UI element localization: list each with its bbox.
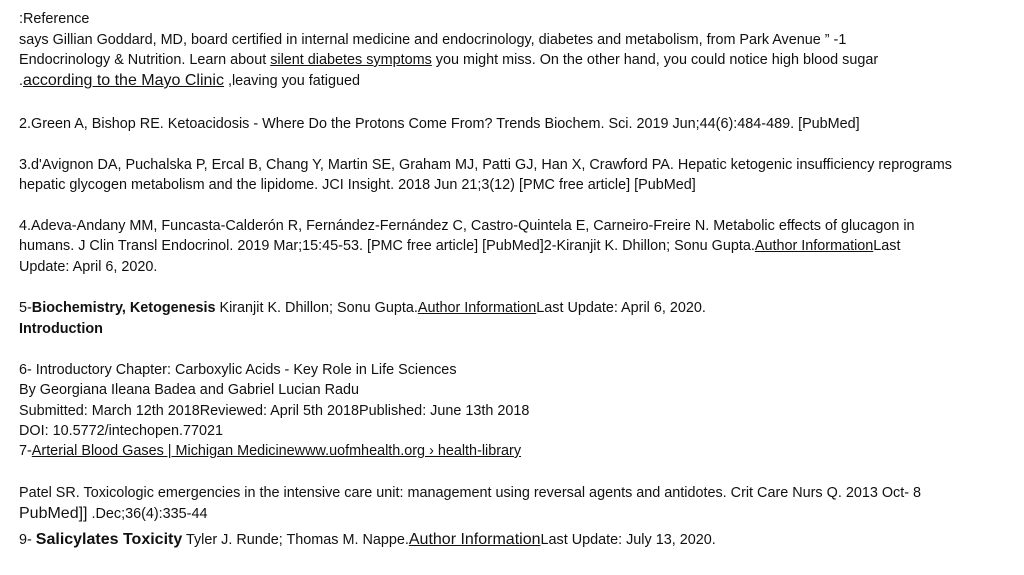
reference-1-line-1: says Gillian Goddard, MD, board certified in internal medicine and endocrinology, diabetes and metabolism, from Park Avenue ” -1 bbox=[19, 32, 847, 48]
reference-8-line-1: Patel SR. Toxicologic emergencies in the intensive care unit: management using reversal agents and antidotes. Crit Care Nurs Q. 2013 Oct- 8 bbox=[19, 485, 922, 501]
pubmed-bracket-text: PubMed]] bbox=[19, 505, 88, 522]
introduction-heading: Introduction bbox=[19, 321, 103, 337]
author-information-link[interactable]: Author Information bbox=[417, 300, 537, 316]
ref9-title: Salicylates Toxicity bbox=[35, 531, 183, 548]
ref8-text: .Dec;36(4):335-44 bbox=[87, 506, 208, 522]
ref5-update: Last Update: April 6, 2020. bbox=[536, 300, 706, 316]
reference-6-line-4: DOI: 10.5772/intechopen.77021 bbox=[19, 423, 224, 439]
silent-diabetes-symptoms-link[interactable]: silent diabetes symptoms bbox=[270, 52, 432, 68]
arterial-blood-gases-link[interactable]: Arterial Blood Gases | Michigan Medicinewww.uofmhealth.org › health-library bbox=[31, 443, 522, 459]
reference-6-line-2: By Georgiana Ileana Badea and Gabriel Lucian Radu bbox=[19, 382, 360, 398]
reference-7 bbox=[19, 441, 1004, 461]
ref5-title: Biochemistry, Ketogenesis bbox=[31, 300, 216, 316]
reference-1-line-3 bbox=[19, 71, 1004, 91]
ref7-number: 7- bbox=[19, 443, 32, 459]
ref4-text: Last bbox=[873, 238, 901, 254]
reference-5 bbox=[19, 298, 1004, 318]
reference-4-line-1: 4.Adeva-Andany MM, Funcasta-Calderón R, Fernández-Fernández C, Castro-Quintela E, Carneiro-Freire N. Metabolic effects of glucagon in bbox=[19, 218, 915, 234]
ref5-number: 5- bbox=[19, 300, 32, 316]
ref1-text: . bbox=[19, 73, 23, 89]
ref9-update: Last Update: July 13, 2020. bbox=[540, 532, 716, 548]
reference-6-line-3: Submitted: March 12th 2018Reviewed: April 5th 2018Published: June 13th 2018 bbox=[19, 403, 530, 419]
reference-8-line-2 bbox=[19, 504, 1004, 524]
ref1-text: ,leaving you fatigued bbox=[223, 73, 360, 89]
mayo-clinic-link[interactable]: according to the Mayo Clinic bbox=[23, 72, 224, 89]
reference-1-line-2 bbox=[19, 50, 1004, 70]
author-information-link[interactable]: Author Information bbox=[408, 531, 541, 548]
ref9-number: 9- bbox=[19, 532, 36, 548]
ref1-text: you might miss. On the other hand, you could notice high blood sugar bbox=[431, 52, 879, 68]
reference-2: 2.Green A, Bishop RE. Ketoacidosis - Where Do the Protons Come From? Trends Biochem. Sci. 2019 Jun;44(6):484-489. [PubMed] bbox=[19, 116, 860, 132]
reference-heading: :Reference bbox=[19, 11, 90, 27]
reference-4-line-2 bbox=[19, 236, 1004, 256]
reference-4-line-3: Update: April 6, 2020. bbox=[19, 259, 158, 275]
author-information-link[interactable]: Author Information bbox=[754, 238, 874, 254]
reference-3-line-1: 3.d'Avignon DA, Puchalska P, Ercal B, Chang Y, Martin SE, Graham MJ, Patti GJ, Han X, Crawford PA. Hepatic ketogenic insufficiency reprograms bbox=[19, 157, 952, 173]
ref9-authors: Tyler J. Runde; Thomas M. Nappe. bbox=[182, 532, 409, 548]
reference-3-line-2: hepatic glycogen metabolism and the lipidome. JCI Insight. 2018 Jun 21;3(12) [PMC free article] [PubMed] bbox=[19, 177, 696, 193]
ref5-authors: Kiranjit K. Dhillon; Sonu Gupta. bbox=[215, 300, 418, 316]
ref4-text: humans. J Clin Transl Endocrinol. 2019 Mar;15:45-53. [PMC free article] [PubMed]2-Kiranjit K. Dhillon; Sonu Gupta. bbox=[19, 238, 755, 254]
reference-6-line-1: 6- Introductory Chapter: Carboxylic Acids - Key Role in Life Sciences bbox=[19, 362, 457, 378]
reference-9 bbox=[19, 530, 1004, 550]
ref1-text: Endocrinology & Nutrition. Learn about bbox=[19, 52, 271, 68]
